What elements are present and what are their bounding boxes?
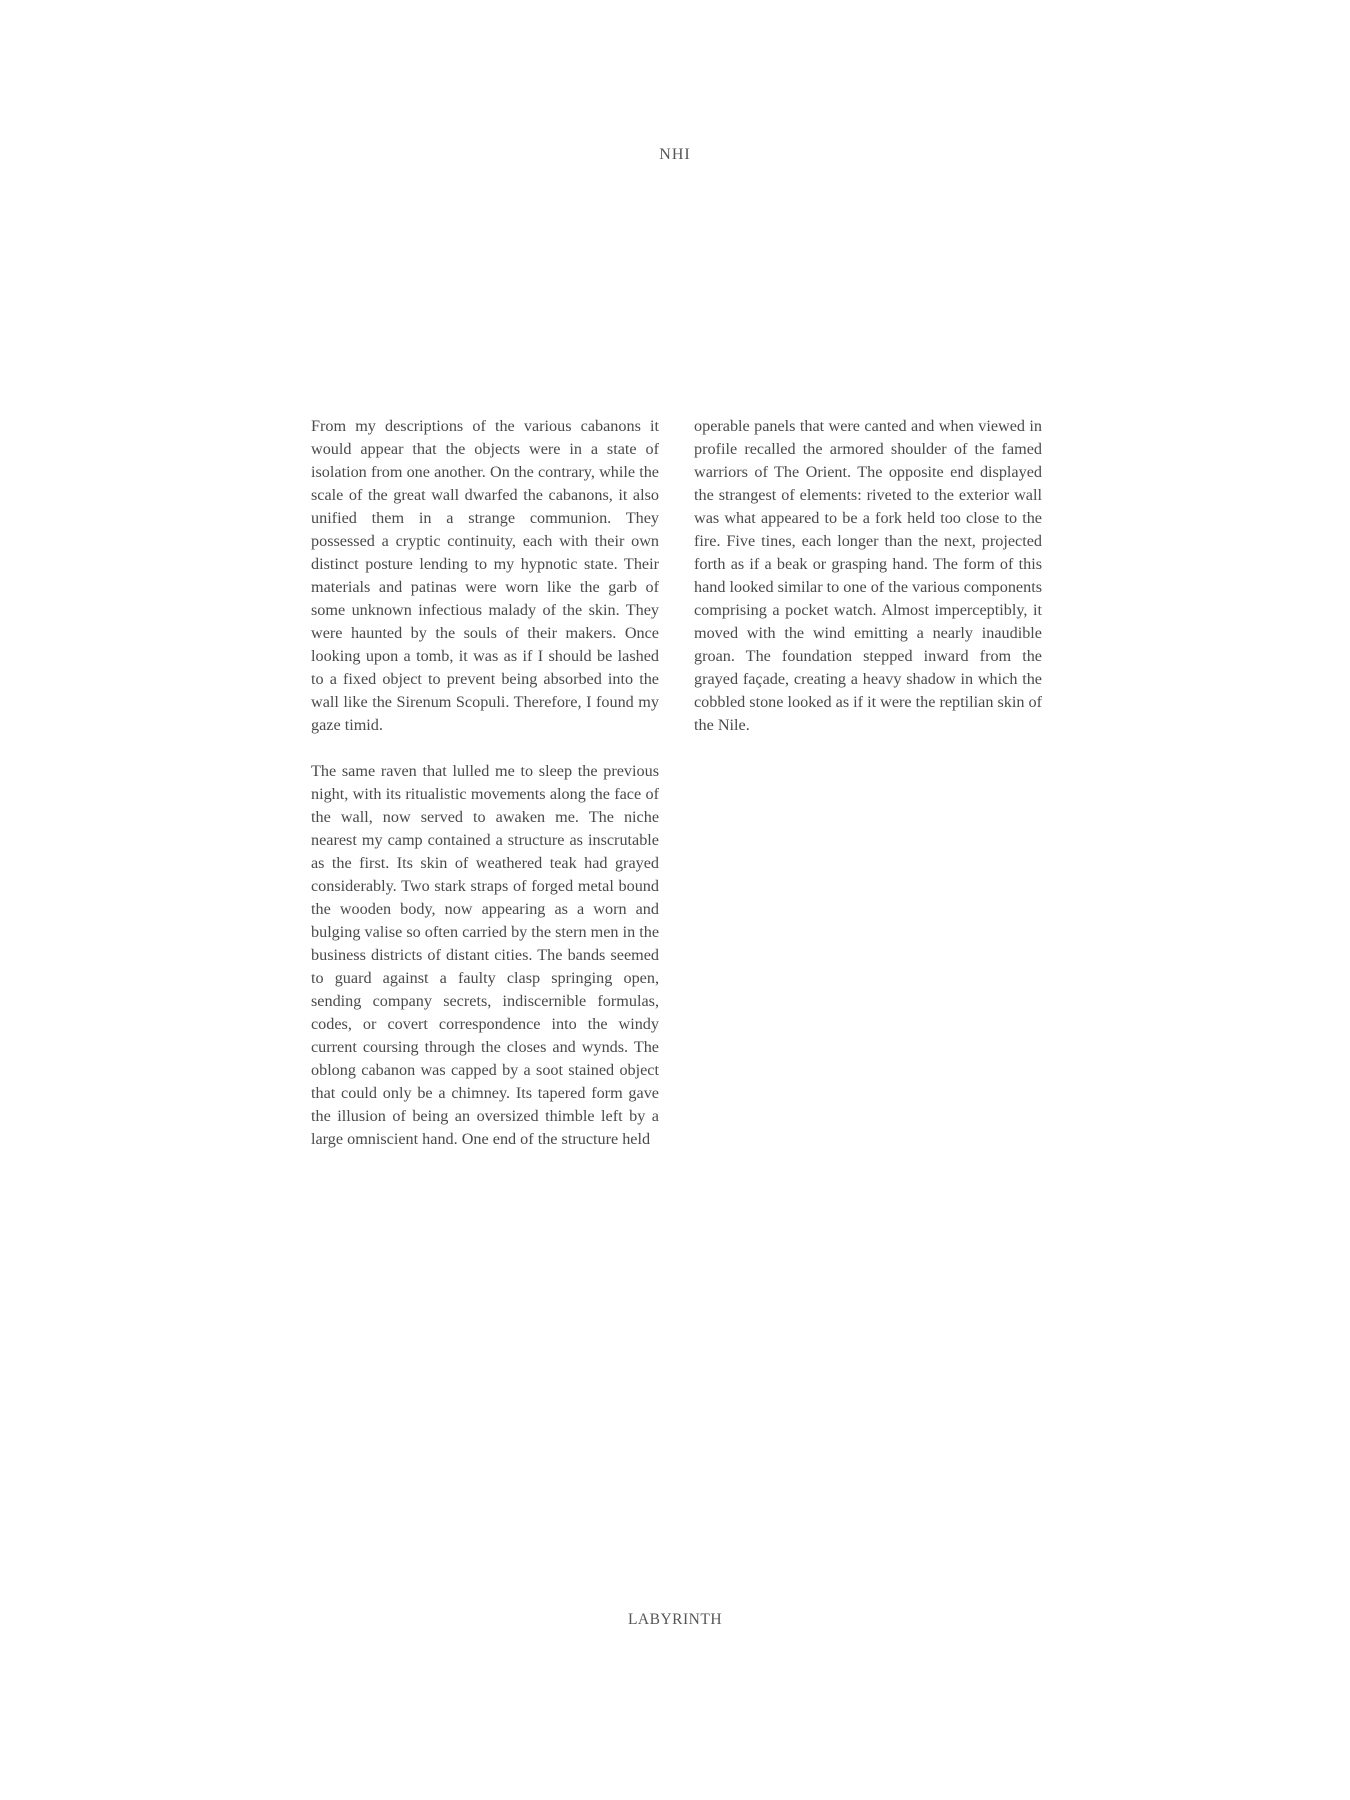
text-column-right <box>694 415 1042 760</box>
page-header-mark: NHI <box>659 146 691 163</box>
paragraph: operable panels that were canted and when viewed in profile recalled the armored shoulder of the famed warriors of The Orient. The opposite end displayed the strangest of elements: riveted to the exterior wall was what appeared to be a fork held too close to the fire. Five tines, each longer than the next, projected forth as if a beak or grasping hand. The form of this hand looked similar to one of the various components comprising a pocket watch. Almost imperceptibly, it moved with the wind emitting a nearly inaudible groan. The foundation stepped inward from the grayed façade, creating a heavy shadow in which the cobbled stone looked as if it were the reptilian skin of the Nile. <box>694 417 1042 734</box>
paragraph: The same raven that lulled me to sleep the previous night, with its ritualistic movements along the face of the wall, now served to awaken me. The niche nearest my camp contained a structure as inscrutable as the first. Its skin of weathered teak had grayed considerably. Two stark straps of forged metal bound the wooden body, now appearing as a worn and bulging valise so often carried by the stern men in the business districts of distant cities. The bands seemed to guard against a faulty clasp springing open, sending company secrets, indiscernible formulas, codes, or covert correspondence into the windy current coursing through the closes and wynds. The oblong cabanon was capped by a soot stained object that could only be a chimney. Its tapered form gave the illusion of being an oversized thimble left by a large omniscient hand. One end of the structure held <box>311 762 659 1148</box>
paragraph: From my descriptions of the various cabanons it would appear that the objects were in a state of isolation from one another. On the contrary, while the scale of the great wall dwarfed the cabanons, it also unified them in a strange communion. They possessed a cryptic continuity, each with their own distinct posture lending to my hypnotic state. Their materials and patinas were worn like the garb of some unknown infectious malady of the skin. They were haunted by the souls of their makers. Once looking upon a tomb, it was as if I should be lashed to a fixed object to prevent being absorbed into the wall like the Sirenum Scopuli. Therefore, I found my gaze timid. <box>311 417 659 734</box>
running-footer-title: LABYRINTH <box>627 1611 723 1628</box>
text-column-left <box>311 415 659 1174</box>
